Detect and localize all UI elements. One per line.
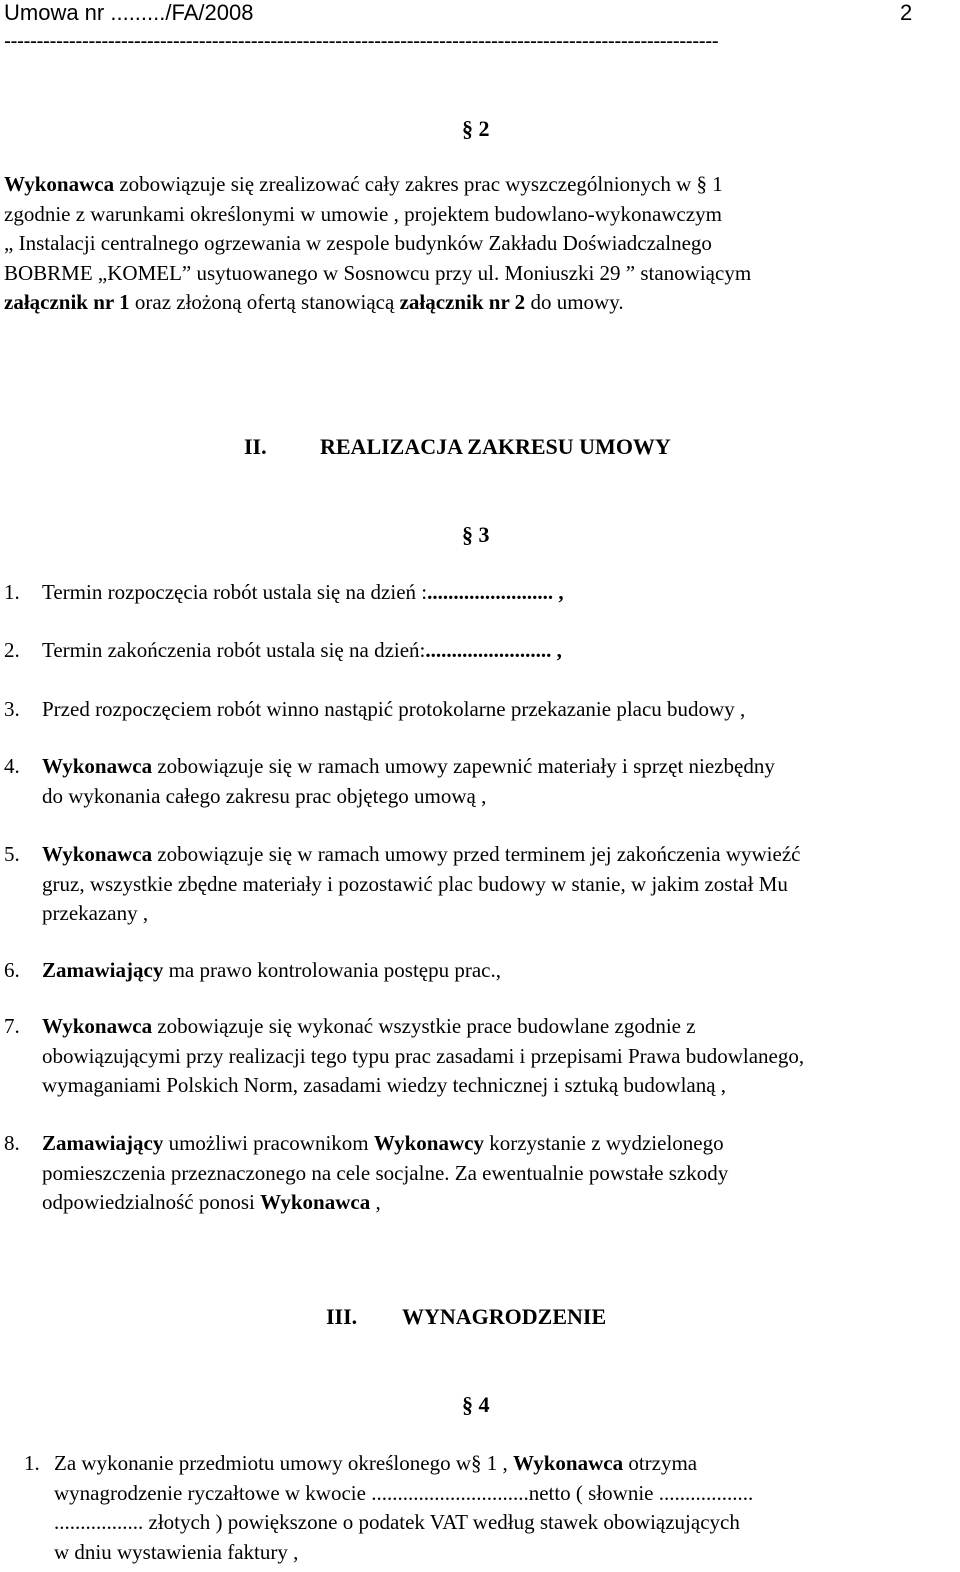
- text: obowiązującymi przy realizacji tego typu prac zasadami i przepisami Prawa budowlanego,: [42, 1043, 805, 1068]
- section-roman: III.: [326, 1304, 358, 1329]
- text-line: [4, 200, 956, 230]
- text: „ Instalacji centralnego ogrzewania w zespole budynków Zakładu Doświadczalnego: [4, 231, 712, 255]
- bold-term: Zamawiający: [42, 958, 164, 982]
- text: Za wykonanie przedmiotu umowy określonego w§ 1 ,: [54, 1451, 513, 1475]
- bold-term: Zamawiający: [42, 1131, 164, 1155]
- section-title: REALIZACJA ZAKRESU UMOWY: [320, 434, 671, 459]
- bold-term: Wykonawca: [42, 1014, 153, 1038]
- text: w dniu wystawienia faktury ,: [54, 1539, 299, 1564]
- text-line: [42, 1188, 728, 1218]
- text: do wykonania całego zakresu prac objętego umową ,: [42, 783, 487, 808]
- paragraph-number: 3: [478, 522, 490, 547]
- text: zobowiązuje się w ramach umowy przed terminem jej zakończenia wywieźć: [152, 842, 801, 866]
- item-number: 6.: [4, 958, 20, 982]
- text-line: [4, 259, 956, 289]
- bold-term: Wykonawca: [42, 754, 153, 778]
- text: ................. złotych ) powiększone o podatek VAT według stawek obowiązujących: [54, 1510, 740, 1534]
- text: wynagrodzenie ryczałtowe w kwocie ..............................netto ( słownie ..................: [54, 1480, 754, 1505]
- bold-term: ........................ ,: [425, 638, 562, 662]
- paragraph-number: 4: [478, 1392, 490, 1417]
- item-number: 1.: [4, 580, 20, 604]
- text-line: [4, 170, 956, 200]
- section-roman: II.: [244, 434, 267, 459]
- text: Termin rozpoczęcia robót ustala się na dzień :: [42, 580, 428, 604]
- text: do umowy.: [525, 290, 624, 314]
- page-number: 2: [900, 0, 913, 25]
- text-line: [54, 1449, 753, 1479]
- text: Termin zakończenia robót ustala się na dzień:: [42, 638, 426, 662]
- text-line: [4, 288, 956, 318]
- bold-term: załącznik nr 2: [399, 290, 526, 314]
- section-heading-2: [244, 434, 671, 460]
- bold-term: Wykonawca: [4, 172, 115, 196]
- bold-term: Wykonawca: [513, 1451, 624, 1475]
- paragraph-2-body: [4, 170, 956, 318]
- text-line: [42, 636, 562, 666]
- paragraph-number: 2: [478, 116, 490, 141]
- paragraph-heading-4: [462, 1392, 490, 1418]
- text-line: [42, 840, 800, 870]
- text: BOBRME „KOMEL” usytuowanego w Sosnowcu przy ul. Moniuszki 29 ” stanowiącym: [4, 260, 752, 285]
- text-line: [42, 899, 800, 929]
- text-line: [54, 1538, 753, 1568]
- section-title: WYNAGRODZENIE: [402, 1304, 607, 1329]
- text-line: [54, 1479, 753, 1509]
- text-line: [42, 1129, 728, 1159]
- text: oraz złożoną ofertą stanowiącą: [129, 290, 400, 314]
- text-line: [42, 578, 564, 608]
- item-number: 1.: [24, 1451, 40, 1475]
- text-line: [42, 782, 775, 812]
- text-line: [42, 752, 775, 782]
- text: gruz, wszystkie zbędne materiały i pozostawić plac budowy w stanie, w jakim został Mu: [42, 871, 788, 896]
- bold-term: Wykonawca: [42, 842, 153, 866]
- text: otrzyma: [623, 1451, 698, 1475]
- item-number: 5.: [4, 842, 20, 866]
- text-line: [42, 1071, 804, 1101]
- paragraph-heading-3: [462, 522, 490, 548]
- item-number: 4.: [4, 754, 20, 778]
- text: pomieszczenia przeznaczonego na cele socjalne. Za ewentualnie powstałe szkody: [42, 1160, 729, 1185]
- text-line: [54, 1508, 753, 1538]
- text: umożliwi pracownikom: [163, 1131, 374, 1155]
- text-line: [42, 1012, 804, 1042]
- section-symbol: §: [462, 522, 473, 547]
- bold-term: Wykonawca: [260, 1190, 371, 1214]
- text-line: [42, 695, 745, 725]
- text: Przed rozpoczęciem robót winno nastąpić protokolarne przekazanie placu budowy ,: [42, 697, 746, 721]
- section-symbol: §: [462, 116, 473, 141]
- text: ma prawo kontrolowania postępu prac.,: [163, 958, 501, 982]
- text: wymaganiami Polskich Norm, zasadami wiedzy technicznej i sztuką budowlaną ,: [42, 1073, 727, 1097]
- text: przekazany ,: [42, 901, 149, 925]
- item-number: 8.: [4, 1131, 20, 1155]
- text-line: [42, 1159, 728, 1189]
- text-line: [4, 229, 956, 259]
- text: zobowiązuje się wykonać wszystkie prace budowlane zgodnie z: [152, 1014, 696, 1038]
- header-rule: --------------------------------------------------------------------------------------------------------------: [4, 30, 719, 53]
- item-number: 3.: [4, 697, 20, 721]
- item-number: 2.: [4, 638, 20, 662]
- text: ,: [370, 1190, 381, 1214]
- section-symbol: §: [462, 1392, 473, 1417]
- text-line: [42, 870, 800, 900]
- header-title: Umowa nr ........./FA/2008: [4, 0, 254, 25]
- text: zgodnie z warunkami określonymi w umowie , projektem budowlano-wykonawczym: [4, 201, 722, 226]
- bold-term: Wykonawcy: [373, 1131, 484, 1155]
- text: odpowiedzialność ponosi: [42, 1190, 261, 1214]
- text: zobowiązuje się zrealizować cały zakres prac wyszczególnionych w § 1: [114, 172, 723, 196]
- text-line: [42, 1042, 804, 1072]
- text: korzystanie z wydzielonego: [483, 1131, 724, 1155]
- bold-term: załącznik nr 1: [4, 290, 130, 314]
- text: zobowiązuje się w ramach umowy zapewnić materiały i sprzęt niezbędny: [152, 754, 775, 778]
- item-number: 7.: [4, 1014, 20, 1038]
- paragraph-heading-2: [462, 116, 490, 142]
- bold-term: ........................ ,: [427, 580, 564, 604]
- text-line: [42, 956, 501, 986]
- section-heading-3: [326, 1304, 606, 1330]
